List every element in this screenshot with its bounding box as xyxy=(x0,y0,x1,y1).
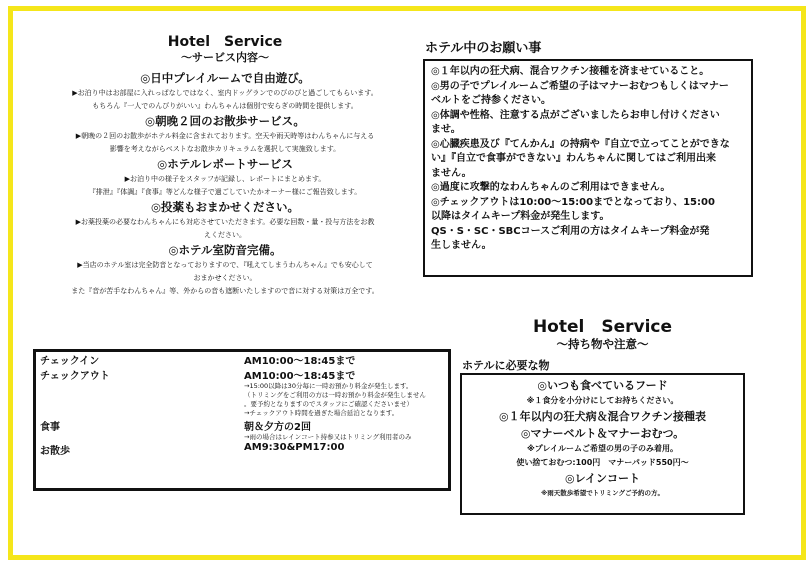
service-heading: ◎投薬もおまかせください。 xyxy=(150,200,300,214)
schedule-value-cell xyxy=(240,442,448,457)
schedule-note: 。要予約となりますのでスタッフにご確認くださいませ） xyxy=(244,400,413,408)
services-list xyxy=(48,70,402,298)
schedule-label: お散歩 xyxy=(40,446,70,457)
request-line: ◎心臓疾患及び『てんかん』の持病や『自立で立ってことができな xyxy=(431,138,730,150)
requests-box xyxy=(423,59,753,277)
service-heading: ◎ホテル室防音完備。 xyxy=(168,243,282,257)
services-title: Hotel Service xyxy=(167,34,283,50)
service-item xyxy=(48,242,402,298)
service-heading: ◎朝晚２回のお散歩サービス。 xyxy=(145,114,305,128)
request-line: QS・S・SC・SBCコースご利用の方はタイムキープ料金が発 xyxy=(431,225,710,237)
request-line: ◎体調や性格、注意する点がございましたらお申し付けください xyxy=(431,109,720,121)
schedule-value: AM10:00〜18:45まで xyxy=(244,371,356,382)
requests-title: ホテル中のお願い事 xyxy=(425,41,542,56)
service-heading: ◎ホテルレポートサービス xyxy=(157,157,293,171)
request-line: ◎男の子でプレイルームご希望の子はマナーおむつもしくはマナー xyxy=(431,80,729,92)
schedule-label: チェックアウト xyxy=(40,371,110,382)
service-item xyxy=(48,156,402,199)
schedule-label: 食事 xyxy=(40,422,60,433)
services-subtitle: 〜サービス内容〜 xyxy=(181,51,269,64)
schedule-value: AM10:00〜18:45まで xyxy=(244,356,356,367)
service-description: ▶お泊り中はお部屋に入れっぱなしではなく、室内ドッグランでのびのびと過ごしてもらいます。 xyxy=(72,89,378,97)
needed-item: ◎いつも食べているフード xyxy=(537,379,668,392)
service-description: また『音が苦手なわんちゃん』等、外からの音も遮断いたしますので音に対する対策は万全です。 xyxy=(71,287,379,295)
request-line: ◎チェックアウトは10:00〜15:00までとなっており、15:00 xyxy=(431,196,715,208)
schedule-row xyxy=(36,442,448,457)
schedule-value-cell xyxy=(240,418,448,433)
schedule-label: チェックイン xyxy=(40,356,100,367)
schedule-table xyxy=(33,349,451,491)
schedule-note: →チェックアウト時間を過ぎた場合延泊となります。 xyxy=(244,409,399,417)
needed-note: ※雨天散歩希望でトリミングご予約の方。 xyxy=(540,489,665,497)
service-description: おまかせください。 xyxy=(193,274,257,282)
schedule-value: 朝＆夕方の2回 xyxy=(244,422,311,433)
schedule-row xyxy=(36,433,448,442)
request-line: 以降はタイムキープ料金が発生します。 xyxy=(431,211,610,222)
schedule-row xyxy=(36,418,448,433)
service-description: えください。 xyxy=(204,231,246,239)
request-line: ません。 xyxy=(431,167,472,179)
request-line: ませ。 xyxy=(431,124,461,135)
service-description: ▶当店のホテル室は完全防音となっておりますので、『吼えてしまうわんちゃん』でも安心して xyxy=(77,261,373,269)
needed-note: ※１食分を小分けにしてお持ちください。 xyxy=(526,396,679,405)
request-line: ◎過度に攻撃的なわんちゃんのご利用はできません。 xyxy=(431,182,671,193)
schedule-note: →15:00以降は30分毎に一時お預かり料金が発生します。 xyxy=(244,382,413,390)
schedule-row xyxy=(36,352,448,367)
schedule-value-cell xyxy=(240,433,448,442)
request-line: 生しません。 xyxy=(431,240,492,251)
schedule-note: （トリミングをご利用の方は一時お預かり料金が発生しません xyxy=(244,391,426,399)
belongings-subtitle: 〜持ち物や注意〜 xyxy=(556,337,649,351)
service-item xyxy=(48,199,402,242)
service-heading: ◎日中プレイルームで自由遊び。 xyxy=(140,71,310,85)
service-description: ▶朝晚の２回のお散歩がホテル料金に含まれております。空天や雨天時等はわんちゃんに与える xyxy=(75,132,375,140)
request-line: ◎１年以内の狂犬病、混合ワクチン接種を済ませていること。 xyxy=(431,66,710,77)
needed-item: ◎マナーベルト＆マナーおむつ。 xyxy=(520,427,685,440)
service-item xyxy=(48,70,402,113)
needed-item: ◎１年以内の狂犬病＆混合ワクチン接種表 xyxy=(498,410,707,423)
services-section xyxy=(48,34,402,298)
request-line: い』『自立で食事ができない』わんちゃんに関してはご利用出来 xyxy=(431,153,716,164)
service-description: 『排泄』『体調』『食事』等どんな様子で過ごしていたかオーナー様にご報告致します。 xyxy=(88,188,362,196)
schedule-value: AM9:30&PM17:00 xyxy=(244,442,345,453)
needs-box xyxy=(460,373,745,515)
service-description: ▶お泊り中の様子をスタッフが記録し、レポートにまとめます。 xyxy=(124,175,326,183)
needs-title: ホテルに必要な物 xyxy=(462,359,550,372)
belongings-title: Hotel Service xyxy=(532,317,673,337)
schedule-note: →雨の場合はレインコート持参又はトリミング利用者のみ xyxy=(244,433,412,441)
service-description: 影響を考えながらベストなお散歩カリキュラムを選択して実施致します。 xyxy=(109,145,341,153)
schedule-value-cell xyxy=(240,352,448,367)
request-line: ベルトをご持参ください。 xyxy=(431,95,551,106)
service-description: もちろん『一人でのんびりがいい』わんちゃんは個別で安らぎの時間を提供します。 xyxy=(92,102,358,110)
needed-note: ※プレイルームご希望の男の子のみ着用。 xyxy=(526,444,679,453)
needed-note: 使い捨ておむつ:100円 マナーパッド550円〜 xyxy=(516,458,689,467)
service-description: ▶お薬投薬の必要なわんちゃんにも対応させていただきます。必要な回数・量・投与方法をお教 xyxy=(75,218,375,226)
schedule-value-cell xyxy=(240,367,448,418)
needed-item: ◎レインコート xyxy=(564,472,641,485)
service-item xyxy=(48,113,402,156)
schedule-label xyxy=(36,433,240,442)
schedule-row xyxy=(36,367,448,418)
